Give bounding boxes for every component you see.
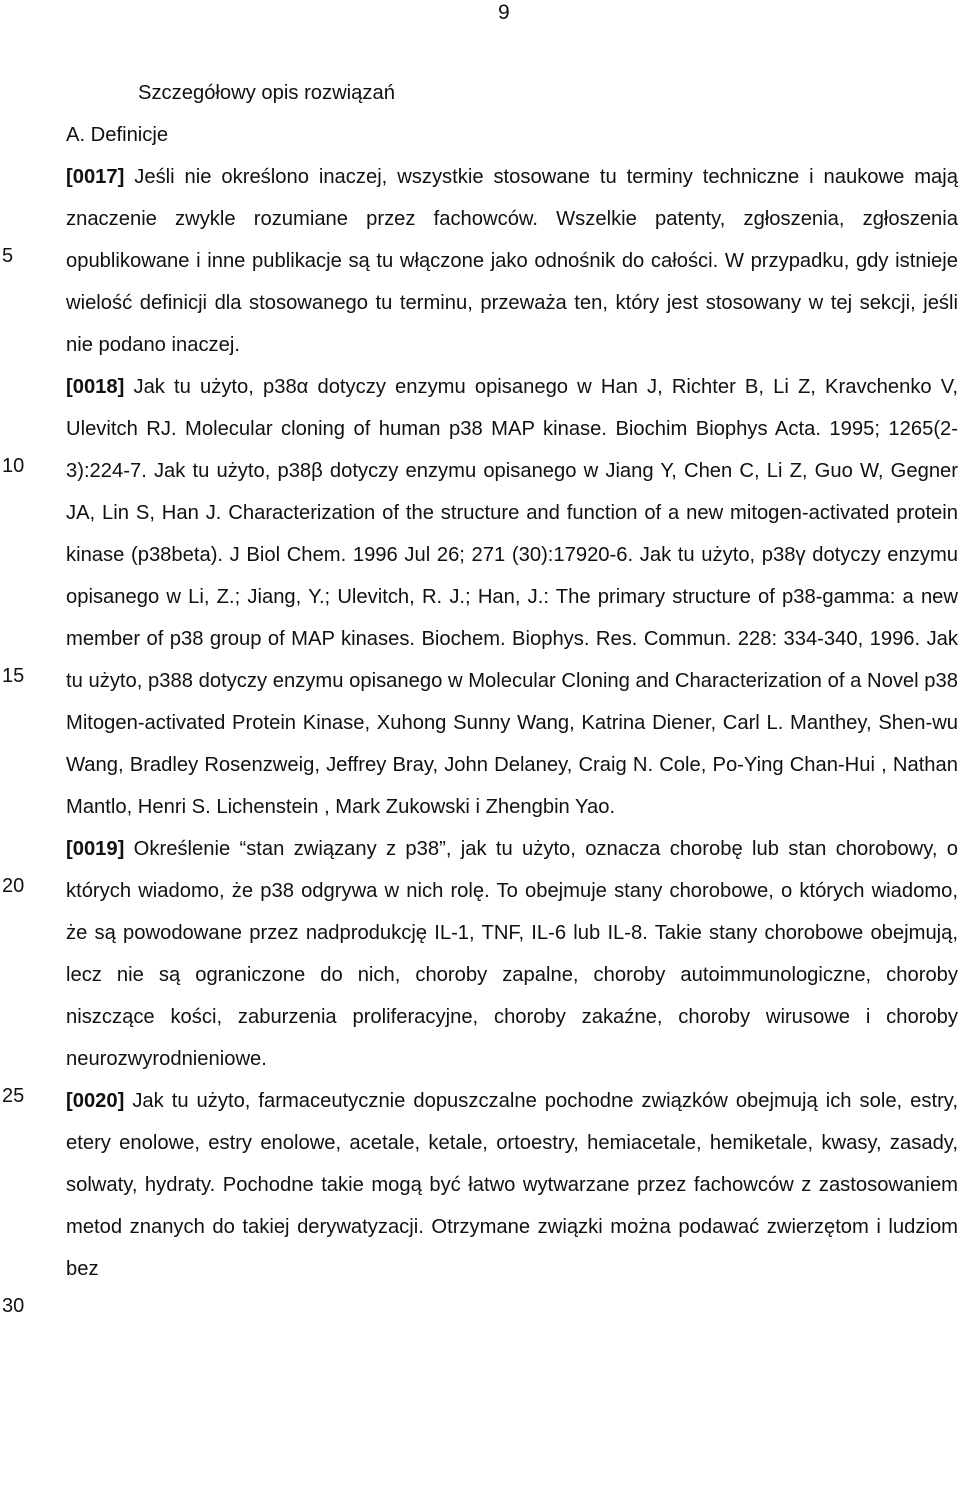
section-title: Szczegółowy opis rozwiązań	[138, 82, 395, 104]
paragraph-text: Jak tu użyto, p38α dotyczy enzymu opisanego w Han J, Richter B, Li Z, Kravchenko V, Ulevitch RJ. Molecular cloning of human p38 MAP kinase. Biochim Biophys Acta. 1995; 1265(2-3):224-7. Jak tu użyto, p38β dotyczy enzymu opisanego w Jiang Y, Chen C, Li Z, Guo W, Gegner JA, Lin S, Han J. Characterization of the structure and function of a new mitogen-activated protein kinase (p38beta). J Biol Chem. 1996 Jul 26; 271 (30):17920-6. Jak tu użyto, p38γ dotyczy enzymu opisanego w Li, Z.; Jiang, Y.; Ulevitch, R. J.; Han, J.: The primary structure of p38-gamma: a new member of p38 group of MAP kinases. Biochem. Biophys. Res. Commun. 228: 334-340, 1996. Jak tu użyto, p388 dotyczy enzymu opisanego w Molecular Cloning and Characterization of a Novel p38 Mitogen-activated Protein Kinase, Xuhong Sunny Wang, Katrina Diener, Carl L. Manthey, Shen-wu Wang, Bradley Rosenzweig, Jeffrey Bray, John Delaney, Craig N. Cole, Po-Ying Chan-Hui , Nathan Mantlo, Henri S. Lichenstein , Mark Zukowski i Zhengbin Yao.	[66, 376, 958, 818]
paragraph-number: [0020]	[66, 1090, 125, 1112]
margin-line-numbers	[0, 0, 40, 1491]
paragraph-text: Jeśli nie określono inaczej, wszystkie stosowane tu terminy techniczne i naukowe mają znaczenie zwykle rozumiane przez fachowców. Wszelkie patenty, zgłoszenia, zgłoszenia opublikowane i inne publikacje są tu włączone jako odnośnik do całości. W przypadku, gdy istnieje wielość definicji dla stosowanego tu terminu, przeważa ten, który jest stosowany w tej sekcji, jeśli nie podano inaczej.	[66, 166, 958, 356]
paragraph-0017	[66, 156, 958, 366]
line-number: 20	[2, 875, 25, 897]
line-number: 15	[2, 665, 25, 687]
line-number: 10	[2, 455, 25, 477]
paragraph-number: [0017]	[66, 166, 125, 188]
line-number: 5	[2, 245, 14, 267]
paragraph-0020	[66, 1080, 958, 1290]
subsection-title: A. Definicje	[66, 124, 169, 146]
line-number: 25	[2, 1085, 25, 1107]
line-number: 30	[2, 1295, 25, 1317]
paragraph-text: Jak tu użyto, farmaceutycznie dopuszczalne pochodne związków obejmują ich sole, estry, etery enolowe, estry enolowe, acetale, ketale, ortoestry, hemiacetale, hemiketale, kwasy, zasady, solwaty, hydraty. Pochodne takie mogą być łatwo wytwarzane przez fachowców z zastosowaniem metod znanych do takiej derywatyzacji. Otrzymane związki można podawać zwierzętom i ludziom bez	[66, 1090, 958, 1280]
document-body	[66, 72, 958, 1290]
paragraph-0019	[66, 828, 958, 1080]
page-number: 9	[498, 1, 510, 24]
paragraph-number: [0018]	[66, 376, 125, 398]
paragraph-text: Określenie “stan związany z p38”, jak tu użyto, oznacza chorobę lub stan chorobowy, o których wiadomo, że p38 odgrywa w nich rolę. To obejmuje stany chorobowe, o których wiadomo, że są powodowane przez nadprodukcję IL-1, TNF, IL-6 lub IL-8. Takie stany chorobowe obejmują, lecz nie są ograniczone do nich, choroby zapalne, choroby autoimmunologiczne, choroby niszczące kości, zaburzenia proliferacyjne, choroby zakaźne, choroby wirusowe i choroby neurozwyrodnieniowe.	[66, 838, 958, 1070]
paragraph-0018	[66, 366, 958, 828]
paragraph-number: [0019]	[66, 838, 125, 860]
